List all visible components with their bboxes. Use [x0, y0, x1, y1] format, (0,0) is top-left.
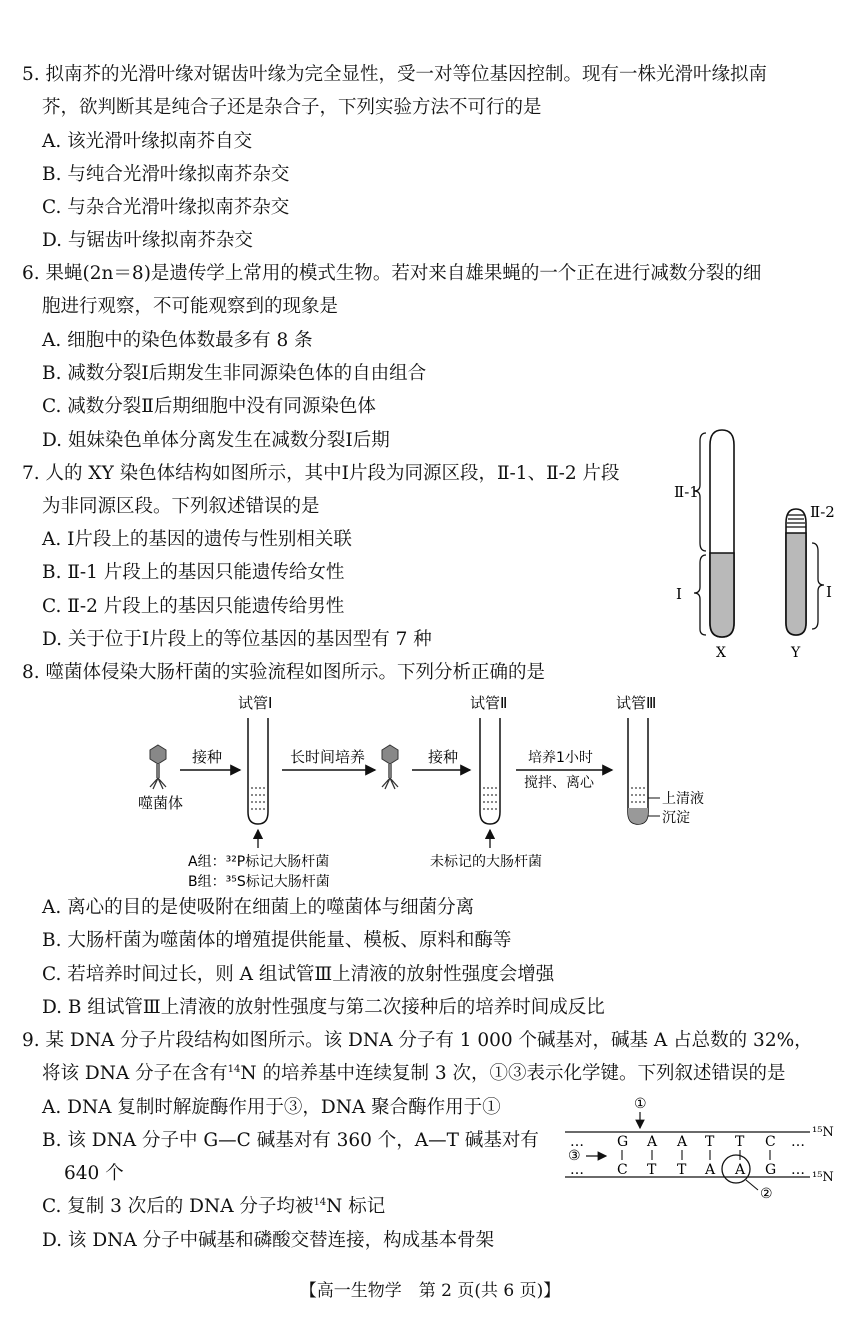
inoculate-label-2: 接种	[428, 748, 459, 766]
q8-option-b[interactable]: B. 大肠杆菌为噬菌体的增殖提供能量、模板、原料和酶等	[42, 930, 512, 951]
group-a-label: A组：³²P标记大肠杆菌	[188, 854, 330, 870]
dna-bottom-base: T	[677, 1162, 687, 1178]
q6-stem-line2: 胞进行观察，不可能观察到的现象是	[42, 296, 339, 317]
dna-bottom-base: G	[765, 1162, 777, 1178]
q7-option-a[interactable]: A. Ⅰ片段上的基因的遗传与性别相关联	[42, 529, 352, 550]
q9-option-b-line2: 640 个	[64, 1163, 124, 1184]
n15-label-bottom: ¹⁵N	[812, 1170, 834, 1185]
bond-1-label: ①	[634, 1096, 647, 1112]
dna-top-base: G	[617, 1134, 629, 1150]
tube-2-label: 试管Ⅱ	[470, 694, 508, 712]
dna-top-base: …	[570, 1134, 584, 1150]
long-culture-label: 长时间培养	[290, 748, 366, 766]
q9-stem-line2: 将该 DNA 分子在含有$^{14}$N 的培养基中连续复制 3 次，①③表示化学键。下列叙述错误的是	[42, 1063, 786, 1084]
q5-stem-line2: 芥，欲判断其是纯合子还是杂合子，下列实验方法不可行的是	[42, 97, 542, 118]
q8-option-c[interactable]: C. 若培养时间过长，则 A 组试管Ⅲ上清液的放射性强度会增强	[42, 964, 555, 985]
dna-segment-figure	[560, 1090, 855, 1200]
x-brace-i	[694, 555, 706, 635]
q9-stem-line1: 9. 某 DNA 分子片段结构如图所示。该 DNA 分子有 1 000 个碱基对，碱基 A 占总数的 32%，	[22, 1030, 813, 1051]
y-brace-i	[812, 543, 824, 629]
stir-centrifuge-label: 搅拌、离心	[524, 775, 594, 791]
unlabeled-ecoli-label: 未标记的大肠杆菌	[430, 854, 542, 870]
label-y: Y	[791, 645, 801, 661]
dna-bottom-base: …	[570, 1162, 584, 1178]
q6-option-d[interactable]: D. 姐妹染色单体分离发生在减数分裂Ⅰ后期	[42, 430, 390, 451]
q9-option-d[interactable]: D. 该 DNA 分子中碱基和磷酸交替连接，构成基本骨架	[42, 1230, 495, 1251]
q9-option-b-line1[interactable]: B. 该 DNA 分子中 G—C 碱基对有 360 个，A—T 碱基对有	[42, 1130, 539, 1151]
sediment-label: 沉淀	[662, 810, 690, 826]
q9-option-c[interactable]: C. 复制 3 次后的 DNA 分子均被$^{14}$N 标记	[42, 1196, 386, 1217]
phage-icon	[150, 745, 166, 789]
tube-1-label: 试管Ⅰ	[238, 694, 273, 712]
dna-top-base: …	[791, 1134, 805, 1150]
phage-icon-2	[382, 745, 398, 789]
q7-stem-line2: 为非同源区段。下列叙述错误的是	[42, 496, 320, 517]
xy-chromosome-figure	[670, 425, 850, 665]
q6-stem-line1: 6. 果蝇(2n＝8)是遗传学上常用的模式生物。若对来自雄果蝇的一个正在进行减数分裂的细	[22, 263, 762, 284]
q5-option-d[interactable]: D. 与锯齿叶缘拟南芥杂交	[42, 230, 253, 251]
label-i-y: Ⅰ	[826, 583, 832, 601]
q7-option-c[interactable]: C. Ⅱ-2 片段上的基因只能遗传给男性	[42, 596, 345, 617]
dna-bottom-base: T	[647, 1162, 657, 1178]
q5-stem-line1: 5. 拟南芥的光滑叶缘对锯齿叶缘为完全显性，受一对等位基因控制。现有一株光滑叶缘拟南	[22, 64, 768, 85]
q8-option-a[interactable]: A. 离心的目的是使吸附在细菌上的噬菌体与细菌分离	[42, 897, 475, 918]
dna-bottom-base: …	[791, 1162, 805, 1178]
q7-option-b[interactable]: B. Ⅱ-1 片段上的基因只能遗传给女性	[42, 562, 345, 583]
q9-option-a[interactable]: A. DNA 复制时解旋酶作用于③，DNA 聚合酶作用于①	[42, 1097, 501, 1118]
page-footer: 【高一生物学 第 2 页(共 6 页)】	[299, 1281, 561, 1301]
dna-top-base: T	[735, 1134, 745, 1150]
dna-top-base: A	[647, 1134, 658, 1150]
q5-option-a[interactable]: A. 该光滑叶缘拟南芥自交	[42, 131, 253, 152]
label-x: X	[716, 645, 726, 661]
dna-top-base: C	[765, 1134, 776, 1150]
q5-option-b[interactable]: B. 与纯合光滑叶缘拟南芥杂交	[42, 164, 290, 185]
tube-2	[480, 718, 500, 824]
q6-option-c[interactable]: C. 减数分裂Ⅱ后期细胞中没有同源染色体	[42, 396, 376, 417]
supernatant-label: 上清液	[662, 791, 704, 807]
label-ii2: Ⅱ-2	[810, 503, 835, 521]
q7-option-d[interactable]: D. 关于位于Ⅰ片段上的等位基因的基因型有 7 种	[42, 629, 432, 650]
label-i-x: Ⅰ	[676, 585, 682, 603]
dna-bottom-base: C	[617, 1162, 628, 1178]
dna-top-base: T	[705, 1134, 715, 1150]
q6-option-a[interactable]: A. 细胞中的染色体数最多有 8 条	[42, 330, 313, 351]
culture-1h-label: 培养1小时	[528, 750, 593, 766]
bond-3-label: ③	[568, 1148, 581, 1164]
label-2: ②	[760, 1186, 773, 1200]
q8-stem: 8. 噬菌体侵染大肠杆菌的实验流程如图所示。下列分析正确的是	[22, 662, 546, 683]
tube-3-label: 试管Ⅲ	[616, 694, 657, 712]
phage-experiment-figure	[130, 690, 750, 895]
n15-label-top: ¹⁵N	[812, 1125, 834, 1140]
dna-bottom-base: A	[705, 1162, 716, 1178]
group-b-label: B组：³⁵S标记大肠杆菌	[188, 874, 330, 890]
tube-1	[248, 718, 268, 824]
y-segment-i-shaded	[786, 533, 806, 635]
q7-stem-line1: 7. 人的 XY 染色体结构如图所示，其中Ⅰ片段为同源区段，Ⅱ-1、Ⅱ-2 片段	[22, 463, 620, 484]
q8-option-d[interactable]: D. B 组试管Ⅲ上清液的放射性强度与第二次接种后的培养时间成反比	[42, 997, 605, 1018]
q6-option-b[interactable]: B. 减数分裂Ⅰ后期发生非同源染色体的自由组合	[42, 363, 427, 384]
dna-top-base: A	[677, 1134, 688, 1150]
dna-bottom-base: A	[735, 1162, 746, 1178]
x-segment-i-shaded	[710, 553, 734, 637]
inoculate-label-1: 接种	[192, 748, 223, 766]
q5-option-c[interactable]: C. 与杂合光滑叶缘拟南芥杂交	[42, 197, 290, 218]
label-ii1: Ⅱ-1	[674, 483, 699, 501]
phage-label: 噬菌体	[138, 794, 184, 812]
